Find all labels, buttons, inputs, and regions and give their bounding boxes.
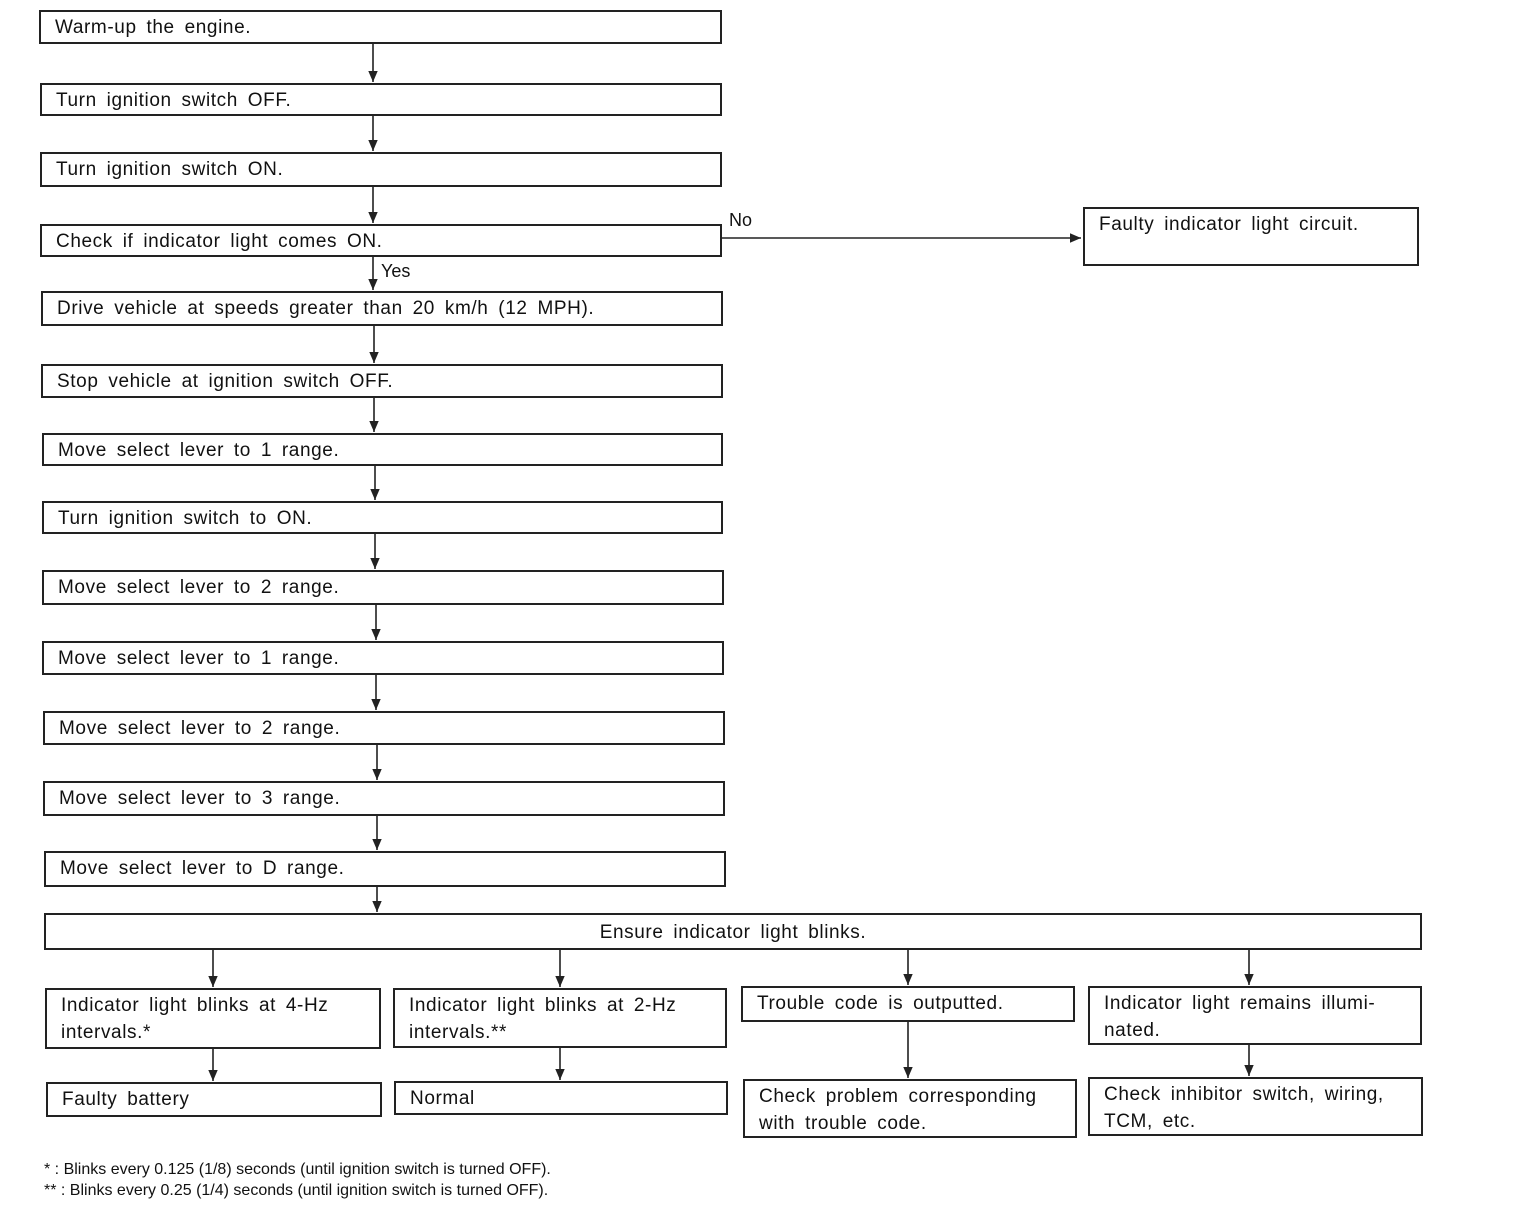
ensure-indicator-blinks: Ensure indicator light blinks. [44, 913, 1422, 950]
step-stop-vehicle: Stop vehicle at ignition switch OFF. [41, 364, 723, 398]
condition-2hz [393, 988, 727, 1048]
result-check-problem-line1: Check problem corresponding [759, 1086, 1037, 1107]
condition-2hz-line1: Indicator light blinks at 2-Hz [409, 995, 677, 1016]
condition-remains-line1: Indicator light remains illumi- [1104, 993, 1376, 1014]
condition-remains-illuminated [1088, 986, 1422, 1045]
result-check-problem-line2: with trouble code. [759, 1113, 927, 1134]
result-check-problem [743, 1079, 1077, 1138]
result-normal-text: Normal [410, 1088, 475, 1109]
condition-trouble-code-line1: Trouble code is outputted. [757, 993, 1004, 1014]
step-ignition-to-on: Turn ignition switch to ON. [42, 501, 723, 534]
condition-4hz-line1: Indicator light blinks at 4-Hz [61, 995, 329, 1016]
step-lever-2-first: Move select lever to 2 range. [42, 570, 724, 605]
step-warm-up: Warm-up the engine. [39, 10, 722, 44]
result-normal [394, 1081, 728, 1115]
condition-2hz-line2: intervals.** [409, 1022, 508, 1043]
step-check-indicator: Check if indicator light comes ON. [40, 224, 722, 257]
condition-remains-line2: nated. [1104, 1020, 1161, 1041]
footnote-single-asterisk: * : Blinks every 0.125 (1/8) seconds (until ignition switch is turned OFF). [44, 1161, 551, 1178]
step-lever-3: Move select lever to 3 range. [43, 781, 725, 816]
no-label: No [729, 210, 753, 230]
condition-trouble-code [741, 986, 1075, 1022]
result-check-inhibitor [1088, 1077, 1423, 1136]
condition-4hz-line2: intervals.* [61, 1022, 152, 1043]
step-lever-2-second: Move select lever to 2 range. [43, 711, 725, 745]
step-ignition-on: Turn ignition switch ON. [40, 152, 722, 187]
step-lever-d: Move select lever to D range. [44, 851, 726, 887]
result-check-inhibitor-line1: Check inhibitor switch, wiring, [1104, 1084, 1384, 1105]
condition-4hz [45, 988, 381, 1049]
yes-label: Yes [381, 261, 411, 281]
footnote-double-asterisk: ** : Blinks every 0.25 (1/4) seconds (until ignition switch is turned OFF). [44, 1182, 549, 1199]
result-faulty-battery [46, 1082, 382, 1117]
step-lever-1-first: Move select lever to 1 range. [42, 433, 723, 466]
step-lever-1-second: Move select lever to 1 range. [42, 641, 724, 675]
result-check-inhibitor-line2: TCM, etc. [1104, 1111, 1196, 1132]
step-ignition-off: Turn ignition switch OFF. [40, 83, 722, 116]
faulty-indicator-circuit: Faulty indicator light circuit. [1083, 207, 1419, 266]
step-drive-vehicle: Drive vehicle at speeds greater than 20 km/h (12 MPH). [41, 291, 723, 326]
result-faulty-battery-text: Faulty battery [62, 1089, 190, 1110]
